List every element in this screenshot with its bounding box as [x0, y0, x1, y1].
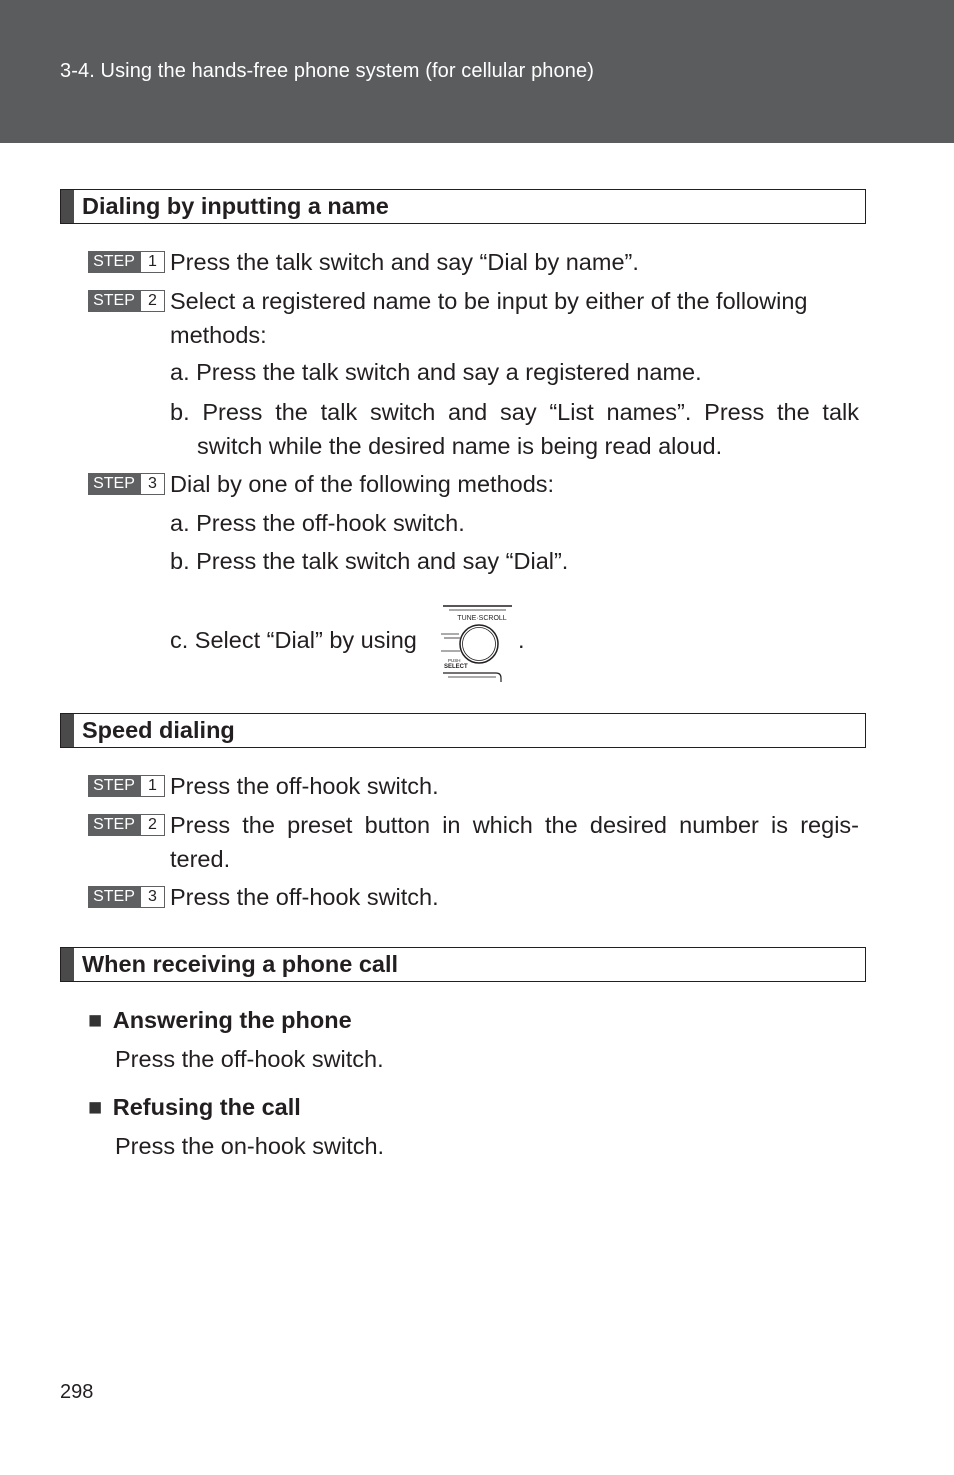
option-text: a. Press the talk switch and say a registered name. — [170, 359, 702, 385]
knob-top-label: TUNE·SCROLL — [457, 615, 507, 622]
step-text: Select a registered name to be input by either of the following — [170, 288, 808, 314]
step-number: 1 — [140, 775, 165, 797]
section-heading-receiving-call — [60, 947, 866, 982]
option-text: c. Select “Dial” by using — [170, 627, 417, 653]
step-badge — [88, 886, 165, 908]
option-text: a. Press the off-hook switch. — [170, 510, 465, 536]
section-heading-bar — [61, 190, 74, 223]
section-heading-dialing-by-name — [60, 189, 866, 224]
step-badge — [88, 290, 165, 312]
step-number: 2 — [140, 814, 165, 836]
section-heading-bar — [61, 714, 74, 747]
option-text-suffix: . — [518, 627, 525, 653]
step-label: STEP — [88, 473, 140, 495]
step-badge — [88, 814, 165, 836]
step-number: 2 — [140, 290, 165, 312]
subheading-answering — [88, 1003, 352, 1037]
section-heading-bar — [61, 948, 74, 981]
body-text: Press the on-hook switch. — [115, 1133, 385, 1159]
step-label: STEP — [88, 814, 140, 836]
section-heading-speed-dialing — [60, 713, 866, 748]
step-text: Dial by one of the following methods: — [170, 471, 555, 497]
step-badge — [88, 775, 165, 797]
step-label: STEP — [88, 251, 140, 273]
section-title: Speed dialing — [82, 717, 235, 743]
step-text: Press the off-hook switch. — [170, 773, 439, 799]
step-text: Press the talk switch and say “Dial by name”. — [170, 249, 639, 275]
square-bullet-icon: ■ — [88, 1007, 103, 1033]
page-number: 298 — [60, 1381, 94, 1403]
step-text-continued: methods: — [170, 322, 267, 348]
step-badge — [88, 473, 165, 495]
body-text: Press the off-hook switch. — [115, 1046, 384, 1072]
knob-push-label: PUSH — [448, 658, 461, 663]
step-number: 3 — [140, 886, 165, 908]
option-text: b. Press the talk switch and say “Dial”. — [170, 548, 569, 574]
step-number: 3 — [140, 473, 165, 495]
section-title: When receiving a phone call — [82, 951, 399, 977]
subheading-refusing — [88, 1090, 301, 1124]
step-text-continued: tered. — [170, 846, 231, 872]
step-text: Press the off-hook switch. — [170, 884, 439, 910]
square-bullet-icon: ■ — [88, 1094, 103, 1120]
breadcrumb: 3-4. Using the hands-free phone system (for cellular phone) — [60, 60, 594, 82]
subheading-text: Refusing the call — [112, 1094, 301, 1120]
step-label: STEP — [88, 775, 140, 797]
section-title: Dialing by inputting a name — [82, 193, 389, 219]
option-text: b. Press the talk switch and say “List names”. Press the talk — [170, 399, 859, 425]
step-badge — [88, 251, 165, 273]
subheading-text: Answering the phone — [112, 1007, 352, 1033]
option-text-continued: switch while the desired name is being read aloud. — [197, 433, 723, 459]
step-label: STEP — [88, 290, 140, 312]
tune-scroll-knob-icon — [440, 604, 514, 682]
knob-select-label: SELECT — [444, 664, 468, 670]
step-text: Press the preset button in which the desired number is regis- — [170, 812, 859, 838]
step-label: STEP — [88, 886, 140, 908]
step-number: 1 — [140, 251, 165, 273]
